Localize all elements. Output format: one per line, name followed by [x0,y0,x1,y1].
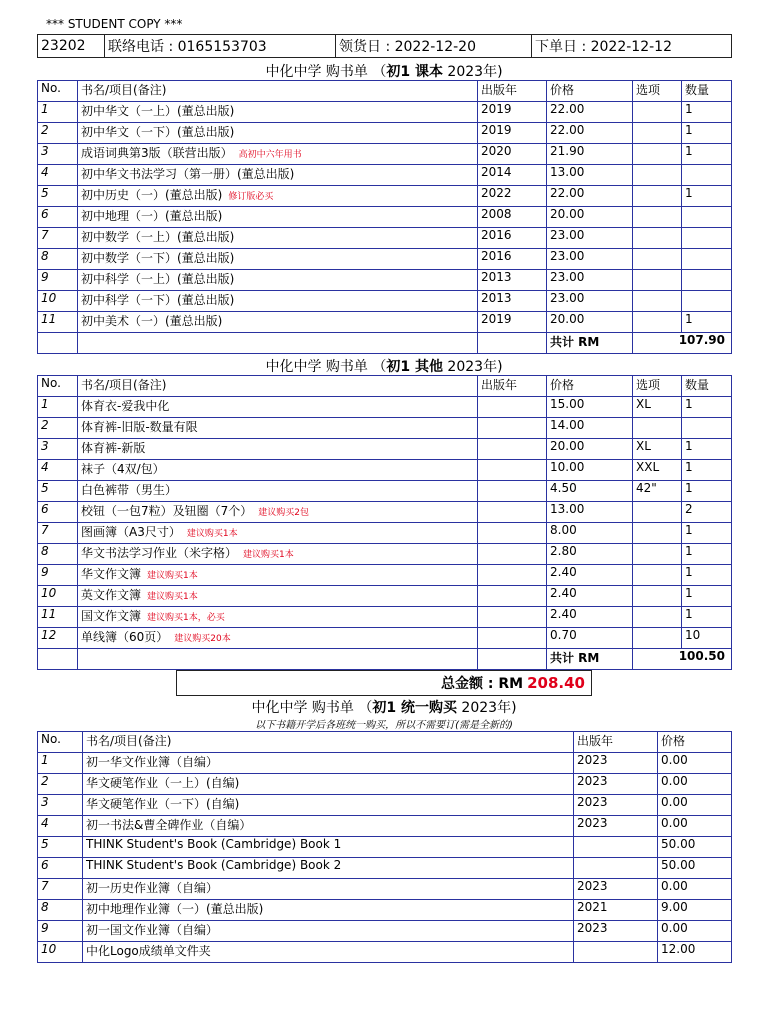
column-header: 数量 [682,376,732,397]
option [633,312,682,333]
row-number: 10 [38,942,83,963]
price: 2.40 [547,607,633,628]
row-number: 5 [38,837,83,858]
row-number: 6 [38,207,78,228]
table-row [38,460,732,481]
option [633,607,682,628]
row-number: 3 [38,439,78,460]
row-number: 7 [38,879,83,900]
item-name-cell [78,460,478,481]
item-name-cell [83,900,574,921]
price: 0.00 [658,795,732,816]
quantity: 1 [682,439,732,460]
price: 2.40 [547,565,633,586]
quantity: 1 [682,544,732,565]
publish-year [478,544,547,565]
option [633,291,682,312]
column-header: 价格 [547,81,633,102]
price: 23.00 [547,291,633,312]
item-name: 袜子（4双/包） [81,462,165,476]
item-name: 体育裤-新版 [81,441,146,455]
publish-year: 2016 [478,249,547,270]
quantity [682,291,732,312]
item-note: 建议购买1本 [186,529,238,539]
publish-year: 2019 [478,312,547,333]
price: 12.00 [658,942,732,963]
column-header: 价格 [658,732,732,753]
textbook-table [37,80,732,354]
publish-year: 2023 [574,816,658,837]
option [633,544,682,565]
table-row [38,439,732,460]
table-row [38,607,732,628]
grand-total [176,670,592,696]
empty-cell [478,333,547,354]
item-name-cell [78,502,478,523]
publish-year: 2014 [478,165,547,186]
column-header: No. [38,732,83,753]
price: 50.00 [658,858,732,879]
option [633,502,682,523]
publish-year [478,481,547,502]
item-name: 初一书法&曹全碑作业（自编） [86,818,252,832]
publish-year [478,586,547,607]
option: XXL [633,460,682,481]
table-row [38,942,732,963]
row-number: 6 [38,502,78,523]
table-row [38,795,732,816]
option [633,102,682,123]
publish-year [478,397,547,418]
table-row [38,397,732,418]
empty-cell [478,649,547,670]
item-name-cell [83,816,574,837]
column-header: 书名/项目(备注) [83,732,574,753]
quantity: 1 [682,565,732,586]
option [633,186,682,207]
row-number: 2 [38,774,83,795]
grand-total-value: 208.40 [527,674,585,692]
item-name-cell [78,270,478,291]
section2-title: 中化中学 购书单 （初1 其他 2023年) [265,359,503,375]
row-number: 5 [38,481,78,502]
row-number: 8 [38,544,78,565]
item-name-cell [78,186,478,207]
price: 2.40 [547,586,633,607]
others-table [37,375,732,670]
student-id: 23202 [38,35,105,58]
item-name-cell [78,607,478,628]
item-name: 初中科学（一下）(董总出版) [81,293,235,307]
price: 0.00 [658,816,732,837]
item-name-cell [78,397,478,418]
item-name: 初中地理（一）(董总出版) [81,209,223,223]
option [633,586,682,607]
item-name: 初中美术（一）(董总出版) [81,314,223,328]
item-name: THINK Student's Book (Cambridge) Book 2 [86,858,342,872]
item-name-cell [83,795,574,816]
quantity [682,249,732,270]
item-name-cell [78,123,478,144]
item-name: 初中华文书法学习（第一册）(董总出版) [81,167,295,181]
row-number: 12 [38,628,78,649]
price: 20.00 [547,312,633,333]
item-name-cell [78,312,478,333]
item-name-cell [83,858,574,879]
column-header: 书名/项目(备注) [78,81,478,102]
publish-year: 2023 [574,753,658,774]
quantity: 1 [682,312,732,333]
price: 20.00 [547,207,633,228]
row-number: 9 [38,921,83,942]
option: XL [633,439,682,460]
empty-cell [38,333,78,354]
publish-year: 2023 [574,879,658,900]
item-name-cell [78,628,478,649]
column-header: 出版年 [478,81,547,102]
row-number: 7 [38,523,78,544]
price: 23.00 [547,228,633,249]
option [633,565,682,586]
item-name: 初中华文（一上）(董总出版) [81,104,235,118]
option [633,144,682,165]
table-row [38,123,732,144]
row-number: 1 [38,397,78,418]
quantity: 1 [682,186,732,207]
item-name: 国文作文簿 [81,609,142,623]
row-number: 3 [38,795,83,816]
publish-year: 2013 [478,270,547,291]
item-name-cell [83,879,574,900]
pickup-date: 领货日 : 2022-12-20 [336,35,532,58]
item-name-cell [83,753,574,774]
table-row [38,270,732,291]
item-name-cell [78,481,478,502]
total-value: 100.50 [633,649,732,670]
row-number: 5 [38,186,78,207]
table-row [38,481,732,502]
price: 15.00 [547,397,633,418]
option [633,628,682,649]
publish-year [478,418,547,439]
item-name-cell [78,586,478,607]
item-name: 初中数学（一上）(董总出版) [81,230,235,244]
item-name: 初一历史作业簿（自编） [86,881,219,895]
publish-year [478,502,547,523]
column-header: 书名/项目(备注) [78,376,478,397]
item-name: 中化Logo成绩单文件夹 [86,944,211,958]
option [633,418,682,439]
total-label: 共计 RM [547,649,633,670]
item-name-cell [83,774,574,795]
item-name-cell [78,291,478,312]
table-row [38,544,732,565]
total-row [38,649,732,670]
item-note: 建议购买1本 [147,571,198,581]
table-row [38,837,732,858]
option [633,165,682,186]
item-name: 校钮（一包7粒）及钮圈（7个） [81,504,253,518]
item-name-cell [78,523,478,544]
table-row [38,523,732,544]
row-number: 9 [38,270,78,291]
publish-year: 2022 [478,186,547,207]
row-number: 7 [38,228,78,249]
column-header: 出版年 [478,376,547,397]
item-note: 建议购买1本 [243,550,294,560]
item-name: 初中科学（一上）(董总出版) [81,272,235,286]
price: 22.00 [547,186,633,207]
price: 0.00 [658,879,732,900]
price: 9.00 [658,900,732,921]
row-number: 6 [38,858,83,879]
price: 4.50 [547,481,633,502]
table-row [38,102,732,123]
price: 21.90 [547,144,633,165]
row-number: 4 [38,165,78,186]
option: 42" [633,481,682,502]
unified-purchase-table [37,731,732,963]
table-row [38,207,732,228]
row-number: 10 [38,291,78,312]
total-row [38,333,732,354]
price: 0.00 [658,921,732,942]
item-name-cell [78,249,478,270]
item-name-cell [83,942,574,963]
publish-year [478,628,547,649]
column-header: 选项 [633,81,682,102]
row-number: 11 [38,607,78,628]
section1-title: 中化中学 购书单 （初1 课本 2023年) [265,64,503,80]
table-row [38,565,732,586]
price: 23.00 [547,270,633,291]
item-name: 初一国文作业簿（自编） [86,923,219,937]
table-row [38,816,732,837]
item-name-cell [78,207,478,228]
table-row [38,165,732,186]
item-name-cell [78,165,478,186]
quantity [682,207,732,228]
item-name-cell [78,544,478,565]
table-row [38,879,732,900]
item-note: 建议购买2包 [258,508,310,518]
option [633,249,682,270]
publish-year [574,837,658,858]
total-label: 共计 RM [547,333,633,354]
publish-year [478,460,547,481]
empty-cell [78,333,478,354]
quantity: 1 [682,460,732,481]
item-name-cell [78,228,478,249]
publish-year: 2019 [478,102,547,123]
item-name: 华文书法学习作业（米字格） [81,546,238,560]
price: 22.00 [547,123,633,144]
price: 0.00 [658,753,732,774]
item-name: 初中数学（一下）(董总出版) [81,251,235,265]
publish-year [574,942,658,963]
quantity [682,418,732,439]
row-number: 1 [38,102,78,123]
quantity: 1 [682,397,732,418]
quantity: 2 [682,502,732,523]
row-number: 2 [38,418,78,439]
table-row [38,586,732,607]
price: 8.00 [547,523,633,544]
total-value: 107.90 [633,333,732,354]
option [633,207,682,228]
row-number: 4 [38,460,78,481]
row-number: 1 [38,753,83,774]
publish-year: 2023 [574,795,658,816]
table-row [38,186,732,207]
table-row [38,921,732,942]
student-copy-label: *** STUDENT COPY *** [46,17,183,31]
item-name: 初中历史（一）(董总出版) [81,188,223,202]
publish-year: 2023 [574,921,658,942]
table-row [38,858,732,879]
table-row [38,900,732,921]
column-header: No. [38,376,78,397]
table-row [38,312,732,333]
item-note: 建议购买1本，必买 [147,613,225,623]
table-row [38,228,732,249]
quantity: 10 [682,628,732,649]
price: 22.00 [547,102,633,123]
row-number: 11 [38,312,78,333]
item-name-cell [78,418,478,439]
price: 23.00 [547,249,633,270]
item-name: 单线簿（60页） [81,630,169,644]
table-row [38,144,732,165]
quantity: 1 [682,481,732,502]
option: XL [633,397,682,418]
publish-year: 2020 [478,144,547,165]
row-number: 3 [38,144,78,165]
empty-cell [38,649,78,670]
option [633,270,682,291]
column-header: No. [38,81,78,102]
column-header: 数量 [682,81,732,102]
price: 10.00 [547,460,633,481]
table-row [38,502,732,523]
item-name: THINK Student's Book (Cambridge) Book 1 [86,837,342,851]
column-header: 价格 [547,376,633,397]
item-name: 图画簿（A3尺寸） [81,525,181,539]
item-name-cell [78,144,478,165]
publish-year [574,858,658,879]
item-name: 英文作文簿 [81,588,142,602]
column-header: 选项 [633,376,682,397]
row-number: 8 [38,900,83,921]
item-name-cell [78,102,478,123]
quantity: 1 [682,607,732,628]
price: 13.00 [547,502,633,523]
price: 0.70 [547,628,633,649]
option [633,123,682,144]
publish-year: 2021 [574,900,658,921]
publish-year [478,565,547,586]
publish-year: 2016 [478,228,547,249]
item-name: 华文硬笔作业（一下）(自编) [86,797,240,811]
item-name-cell [83,921,574,942]
row-number: 2 [38,123,78,144]
item-name: 初中地理作业簿（一）(董总出版) [86,902,264,916]
quantity: 1 [682,102,732,123]
table-row [38,774,732,795]
publish-year: 2013 [478,291,547,312]
table-row [38,418,732,439]
option [633,523,682,544]
table-row [38,249,732,270]
price: 13.00 [547,165,633,186]
price: 2.80 [547,544,633,565]
price: 20.00 [547,439,633,460]
publish-year: 2008 [478,207,547,228]
quantity: 1 [682,123,732,144]
column-header: 出版年 [574,732,658,753]
quantity [682,165,732,186]
item-name: 体育裤-旧版-数量有限 [81,420,198,434]
order-date: 下单日 : 2022-12-12 [532,35,732,58]
option [633,228,682,249]
section3-note: 以下书籍开学后各班统一购买，所以不需要订(需是全新的) [255,720,513,731]
item-note: 建议购买20本 [174,634,231,644]
item-name: 华文硬笔作业（一上）(自编) [86,776,240,790]
item-name: 成语词典第3版（联营出版） [81,146,233,160]
item-name: 华文作文簿 [81,567,142,581]
quantity: 1 [682,144,732,165]
item-name: 初中华文（一下）(董总出版) [81,125,235,139]
row-number: 9 [38,565,78,586]
row-number: 4 [38,816,83,837]
publish-year: 2023 [574,774,658,795]
order-info-table [37,34,732,58]
quantity: 1 [682,586,732,607]
item-name: 白色裤带（男生） [81,483,178,497]
empty-cell [78,649,478,670]
quantity: 1 [682,523,732,544]
table-row [38,291,732,312]
publish-year [478,607,547,628]
price: 0.00 [658,774,732,795]
row-number: 8 [38,249,78,270]
item-name-cell [78,565,478,586]
item-note: 建议购买1本 [147,592,198,602]
phone-number: 联络电话 : 0165153703 [105,35,336,58]
table-row [38,628,732,649]
section3-title: 中化中学 购书单 （初1 统一购买 2023年) [251,700,517,716]
price: 14.00 [547,418,633,439]
item-name: 初一华文作业簿（自编） [86,755,219,769]
item-note: 修订版必买 [228,192,274,202]
item-name: 体育衣-爱我中化 [81,399,170,413]
publish-year [478,523,547,544]
table-row [38,753,732,774]
quantity [682,270,732,291]
price: 50.00 [658,837,732,858]
publish-year: 2019 [478,123,547,144]
item-note: 高初中六年用书 [238,150,302,160]
grand-total-label: 总金额 : RM [441,676,524,692]
item-name-cell [83,837,574,858]
publish-year [478,439,547,460]
item-name-cell [78,439,478,460]
quantity [682,228,732,249]
row-number: 10 [38,586,78,607]
